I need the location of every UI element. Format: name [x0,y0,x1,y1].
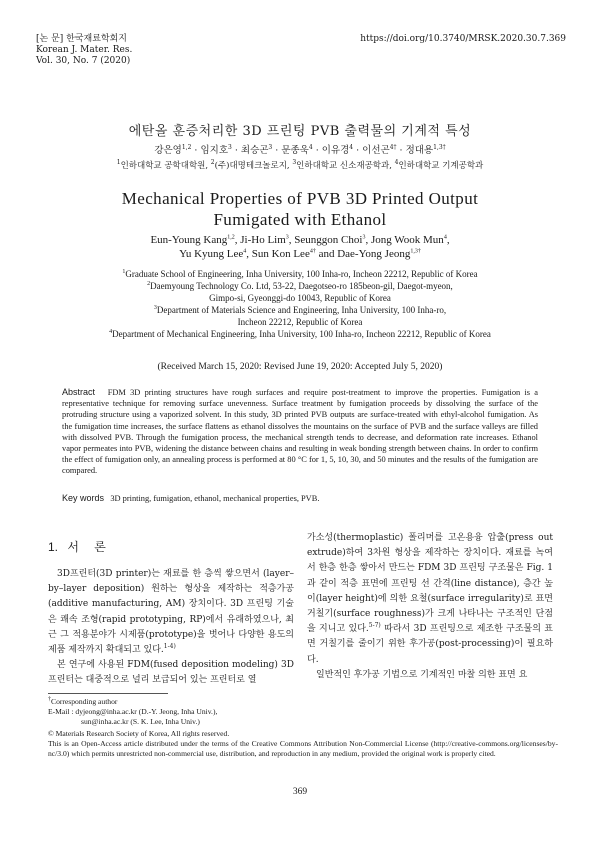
korean-author-affiliation: 4 [308,143,313,151]
english-author-name: Yu Kyung Lee [179,248,244,260]
email-line-1: E-Mail : dyjeong@inha.ac.kr (D.-Y. Jeong, Inha Univ.), [48,707,218,716]
keywords [62,493,319,503]
english-author-affiliation: 1,3† [410,248,421,255]
footnote-rule [48,693,168,694]
korean-author-name: 문종욱 [281,145,309,156]
english-title-line-1: Mechanical Properties of PVB 3D Printed Output [121,189,479,208]
affiliation-2-cont: Gimpo-si, Gyeonggi-do 10043, Republic of Korea [209,293,391,303]
journal-line-3: Vol. 30, No. 7 (2020) [36,56,131,66]
right-column [307,531,553,683]
korean-author-name: 강은영 [154,145,182,156]
english-authors [0,233,600,261]
korean-author-name: 최승곤 [240,145,269,156]
doi-link[interactable]: https://doi.org/10.3740/MRSK.2020.30.7.369 [360,34,566,44]
korean-affiliations: $^1$인하대학교 공학대학원, $^2$(주)대명테크놀로지, $^3$인하대학교 신소재공학과, $^4$인하대학교 기계공학과 [116,159,484,171]
keywords-text: 3D printing, fumigation, ethanol, mechanical properties, PVB. [110,494,320,503]
left-paragraph-2: 본 연구에 사용된 FDM(fused deposition modeling) 3D프린터는 대중적으로 널리 보급되어 있는 프린터로 열 [48,660,294,686]
korean-author-affiliation: 3 [268,143,273,151]
section-heading [48,538,112,555]
affiliation-1: $^1$Graduate School of Engineering, Inha University, 100 Inha-ro, Incheon 22212, Republic of Korea [122,269,478,279]
english-author-name: Jong Wook Mun [370,234,444,246]
english-author-affiliation: 4 [443,234,447,241]
english-authors-line-1: Eun-Young Kang$^{1,2}$, Ji-Ho Lim$^3$, Seunggon Choi$^3$, Jong Wook Mun$^4$, [150,234,450,246]
affiliation-3: $^3$Department of Materials Science and Engineering, Inha University, 100 Inha-ro, [153,305,447,315]
korean-affiliation: 인하대학교 기계공학과 [398,161,484,171]
left-paragraph-1: 3D프린터(3D printer)는 재료를 한 층씩 쌓으면서 (layer–by–layer deposition) 원하는 형상을 제작하는 적층가공(additive manufacturing, AM) 장치이다. 3D 프린팅 기술은 쾌속 조형(rapid prototyping, RP)에서 유래하였으나, 최근 그 적용분야가 시제품(prototype)을 벗어나 다양한 용도의 제품 제작까지 확대되고 있다.$^{1-4)}$ [48,569,294,656]
left-column [48,567,294,689]
english-author-affiliation: 3 [362,234,366,241]
english-author-affiliation: 4 [243,248,247,255]
korean-authors: 강은영$^{1,2}$ · 임지호$^3$ · 최승곤$^3$ · 문종욱$^4$ · 이유경$^4$ · 이선곤$^{4\dagger}$ · 정대용$^{1,3\dagger}$ [154,143,446,156]
affiliation-3-cont: Incheon 22212, Republic of Korea [237,317,363,327]
abstract [62,387,538,477]
english-author-name: Sun Kon Lee [251,248,310,260]
english-author-affiliation: 4† [309,248,316,255]
copyright: © Materials Research Society of Korea, All rights reserved. [48,729,230,738]
korean-author-name: 정대용 [405,145,434,156]
journal-line-1: [논 문] 한국재료학회지 [36,34,127,44]
korean-affiliation: 인하대학교 신소재공학과, [296,161,395,171]
right-paragraph-2: 일반적인 후가공 기법으로 기계적인 마찰 의한 표면 요 [316,669,528,680]
journal-info [36,34,132,67]
abstract-text: FDM 3D printing structures have rough surfaces and require post-treatment to improve the properties. Fumigation is a representative technique for removing surface unevenness. Surface treatment by fumigation proceeds by dissolving the surface of the protruding structure using a vaporized solvent. In this study, 3D printed PVB outputs are surface-treated with ethyl-alcohol fumigation. As the fumigation time increases, the surface flattens as ethanol dissolves the mountains on the surface of PVB and the surface valleys are filled with dissolved PVB. Through the fumigation process, the mechanical strength tends to decrease, and deformation rate increases. Ethanol vapor permeates into PVB, widening the distance between chains and resulting in weak bonding strength between chains. In order to confirm the effect of fumigation only, an annealing process is performed at 80 °C for 1, 5, 10, 30, and 50 minutes and the results of the fumigation are compared. [62,388,539,476]
affiliation-4: $^4$Department of Mechanical Engineering, Inha University, 100 Inha-ro, Incheon 22212, Republic of Korea [109,329,491,339]
page-number: 369 [292,787,308,797]
english-author-name: Ji-Ho Lim [240,234,286,246]
korean-author-affiliation: 3 [228,143,232,151]
right-paragraph-1: 가소성(thermoplastic) 폴리머를 고온용융 압출(press out extrude)하여 3차원 형상을 제작하는 장치이다. 재료를 녹여서 한층 한층 쌓아서 만드는 FDM 3D 프린팅 구조물은 Fig. 1과 같이 적층 표면에 프린팅 선 간격(line distance), 층간 높이(layer height)에 의한 요철(surface irregularity)로 표면 거칠기(surface roughness)가 크게 나타나는 구조적인 단점을 지니고 있다.$^{5-7)}$ 따라서 3D 프린팅으로 제조한 구조물의 표면 거칠기를 줄이기 위한 후가공(post-processing)이 필요하다. [307,533,554,665]
korean-author-affiliation: 4 [349,143,354,151]
korean-author-name: 임지호 [200,145,228,156]
english-authors-line-2: Yu Kyung Lee$^4$, Sun Kon Lee$^{4\dagger}$ and Dae-Yong Jeong$^{1,3\dagger}$ [179,248,421,260]
english-affiliations [0,268,600,340]
korean-affiliation: 인하대학교 공학대학원, [120,161,211,171]
license-text: This is an Open-Access article distributed under the terms of the Creative Commons Attribution Non-Commercial License (http://creative-commons.org/licenses/by-nc/3.0) which permits unrestricted non-commercial use, distribution, and reproduction in any medium, provided the original work is properly cited. [48,739,558,758]
english-author-name: Eun-Young Kang [150,234,228,246]
section-number: 1. [48,540,59,554]
email-line-2: sun@inha.ac.kr (S. K. Lee, Inha Univ.) [81,717,200,726]
english-title-line-2: Fumigated with Ethanol [213,210,387,229]
korean-author-name: 이유경 [321,145,350,156]
korean-title: 에탄올 훈증처리한 3D 프린팅 PVB 출력물의 기계적 특성 [128,124,472,139]
korean-author-affiliation: 1,2 [181,143,192,151]
received-dates: (Received March 15, 2020: Revised June 19, 2020: Accepted July 5, 2020) [157,362,443,372]
footnotes [48,697,558,759]
korean-author-affiliation: 4† [389,143,397,151]
english-author-affiliation: 3 [285,234,289,241]
korean-author-affiliation: 1,3† [433,143,446,151]
affiliation-2: $^2$Daemyoung Technology Co. Ltd, 53-22, Daegotseo-ro 185beon-gil, Daegot-myeon, [147,281,453,291]
english-author-affiliation: 1,2 [227,234,235,241]
english-author-name: Seunggon Choi [294,234,363,246]
journal-line-2: Korean J. Mater. Res. [36,45,133,55]
corresponding-author: †Corresponding author [48,696,118,706]
korean-affiliation: (주)대명테크놀로지, [214,161,293,171]
english-author-name: Dae-Yong Jeong [337,248,411,260]
korean-author-name: 이선곤 [362,145,390,156]
section-title: 서 론 [67,540,112,554]
english-title [0,188,600,230]
keywords-label: Key words [62,493,105,503]
abstract-label: Abstract [62,387,96,397]
